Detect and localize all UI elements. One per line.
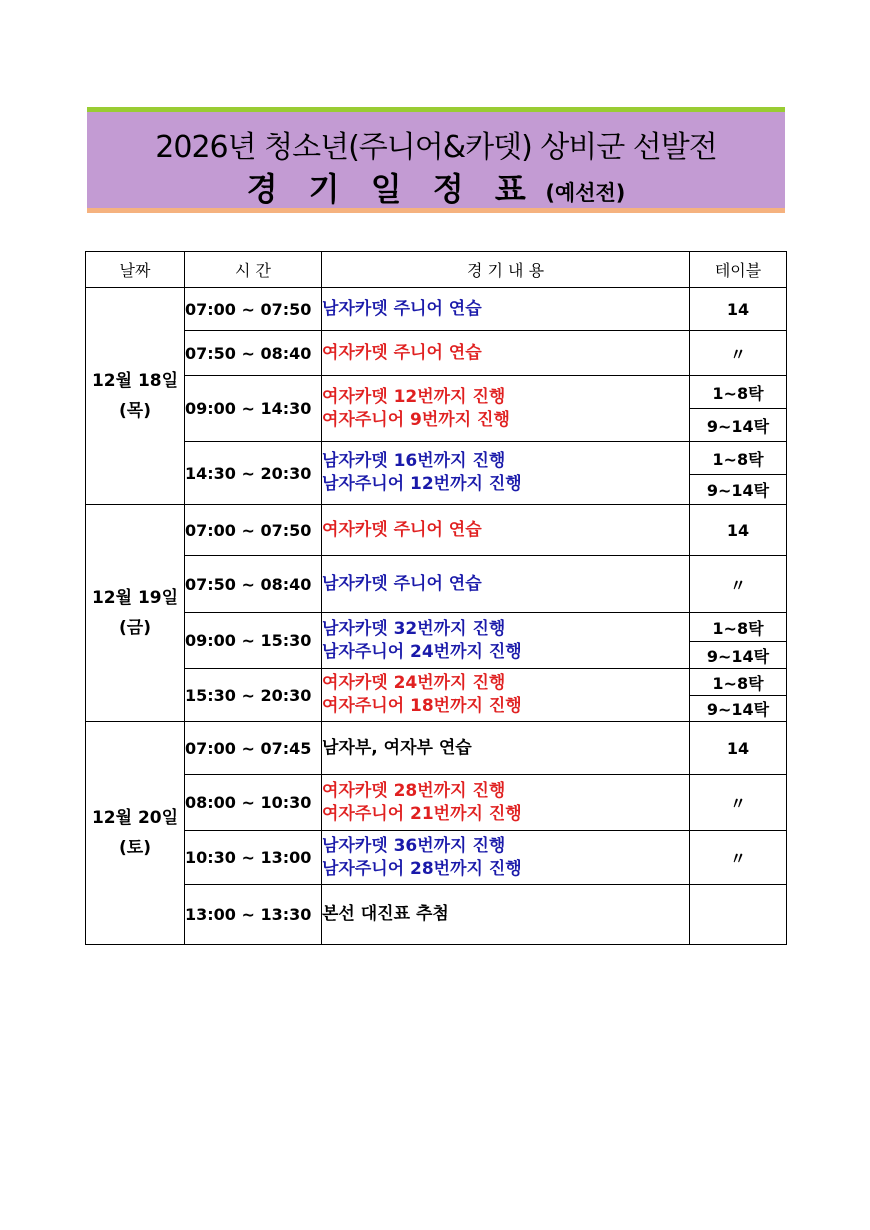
content-cell: [322, 775, 690, 831]
time-cell: 08:00 ~ 10:30: [185, 775, 322, 831]
content-cell: [322, 885, 690, 945]
time-cell: 07:00 ~ 07:50: [185, 288, 322, 331]
match-description: 여자주니어 18번까지 진행: [322, 696, 522, 716]
time-cell: 07:00 ~ 07:50: [185, 505, 322, 556]
table-assignment-cell: 1~8탁: [690, 376, 787, 409]
match-description: 여자카뎃 주니어 연습: [322, 342, 482, 363]
time-cell: 07:50 ~ 08:40: [185, 556, 322, 613]
table-row: [86, 376, 787, 409]
table-assignment-cell: 14: [690, 505, 787, 556]
header-date: 날짜: [86, 252, 185, 288]
schedule-body: [86, 288, 787, 945]
table-assignment-cell: 〃: [690, 831, 787, 885]
table-assignment-cell: 9~14탁: [690, 642, 787, 669]
content-cell: [322, 288, 690, 331]
content-cell: [322, 613, 690, 669]
time-cell: 07:50 ~ 08:40: [185, 331, 322, 376]
table-row: [86, 442, 787, 475]
match-description: 남자주니어 28번까지 진행: [322, 858, 522, 879]
time-cell: 09:00 ~ 14:30: [185, 376, 322, 442]
header-content: 경 기 내 용: [322, 252, 690, 288]
document-subtitle: [87, 164, 785, 210]
table-row: [86, 722, 787, 775]
match-description: 남자카뎃 16번까지 진행: [322, 451, 506, 471]
table-assignment-cell: 1~8탁: [690, 669, 787, 696]
match-description: 여자카뎃 24번까지 진행: [322, 673, 506, 693]
table-assignment-cell: 9~14탁: [690, 409, 787, 442]
time-cell: 07:00 ~ 07:45: [185, 722, 322, 775]
header-row: [86, 252, 787, 288]
content-cell: [322, 722, 690, 775]
time-cell: 10:30 ~ 13:00: [185, 831, 322, 885]
weekday-label: (목): [119, 401, 151, 421]
table-assignment-cell: 〃: [690, 775, 787, 831]
time-cell: 13:00 ~ 13:30: [185, 885, 322, 945]
weekday-label: (토): [119, 838, 151, 858]
content-cell: [322, 331, 690, 376]
table-row: [86, 556, 787, 613]
header-time: 시 간: [185, 252, 322, 288]
match-description: 본선 대진표 추첨: [322, 904, 449, 924]
match-description: 남자주니어 12번까지 진행: [322, 474, 522, 494]
time-cell: 14:30 ~ 20:30: [185, 442, 322, 505]
banner-bottom-stripe: [87, 208, 785, 213]
match-description: 여자카뎃 주니어 연습: [322, 519, 482, 540]
content-cell: [322, 556, 690, 613]
date-label: 12월 19일: [91, 588, 179, 608]
time-cell: 09:00 ~ 15:30: [185, 613, 322, 669]
table-assignment-cell: 14: [690, 722, 787, 775]
document-title: 2026년 청소년(주니어&카뎃) 상비군 선발전: [155, 130, 717, 165]
match-description: 남자주니어 24번까지 진행: [322, 641, 522, 662]
match-description: 남자카뎃 36번까지 진행: [322, 835, 506, 856]
date-cell: [86, 505, 185, 722]
content-cell: [322, 442, 690, 505]
match-description: 남자카뎃 주니어 연습: [322, 573, 482, 594]
schedule-stage: (예선전): [545, 181, 626, 205]
match-description: 남자카뎃 32번까지 진행: [322, 618, 506, 639]
table-assignment-cell: 9~14탁: [690, 696, 787, 722]
match-description: 남자카뎃 주니어 연습: [322, 298, 482, 319]
content-cell: [322, 505, 690, 556]
date-label: 12월 20일: [91, 808, 179, 828]
table-row: [86, 288, 787, 331]
match-description: 여자카뎃 28번까지 진행: [322, 780, 506, 801]
table-row: [86, 331, 787, 376]
date-label: 12월 18일: [91, 371, 179, 391]
schedule-table: [85, 251, 787, 945]
banner-body: [87, 112, 785, 208]
table-row: [86, 831, 787, 885]
table-assignment-cell: 9~14탁: [690, 475, 787, 505]
schedule-heading: 경 기 일 정 표: [246, 170, 536, 208]
table-row: [86, 775, 787, 831]
weekday-label: (금): [119, 618, 151, 638]
content-cell: [322, 831, 690, 885]
table-assignment-cell: 〃: [690, 556, 787, 613]
table-row: [86, 505, 787, 556]
time-cell: 15:30 ~ 20:30: [185, 669, 322, 722]
table-assignment-cell: 14: [690, 288, 787, 331]
table-row: [86, 613, 787, 642]
table-row: [86, 669, 787, 696]
date-cell: [86, 288, 185, 505]
table-row: [86, 885, 787, 945]
content-cell: [322, 669, 690, 722]
match-description: 여자주니어 9번까지 진행: [322, 409, 510, 430]
header-tables: 테이블: [690, 252, 787, 288]
table-assignment-cell: 〃: [690, 331, 787, 376]
match-description: 여자카뎃 12번까지 진행: [322, 386, 506, 407]
table-assignment-cell: 1~8탁: [690, 442, 787, 475]
table-assignment-cell: [690, 885, 787, 945]
table-assignment-cell: 1~8탁: [690, 613, 787, 642]
content-cell: [322, 376, 690, 442]
title-banner: [87, 107, 785, 213]
date-cell: [86, 722, 185, 945]
match-description: 여자주니어 21번까지 진행: [322, 803, 522, 824]
match-description: 남자부, 여자부 연습: [322, 737, 472, 758]
